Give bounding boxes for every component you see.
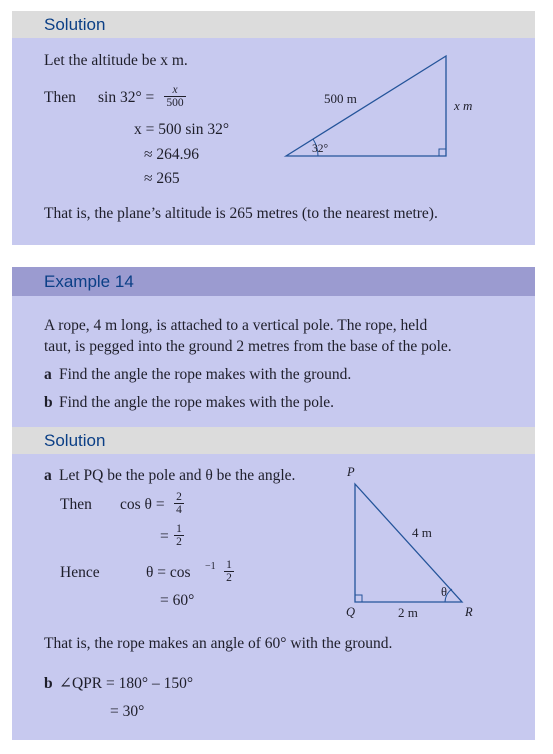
example14-part-a-text: Find the angle the rope makes with the ground. (59, 366, 352, 383)
solution2-heading: Solution (44, 431, 106, 450)
right-angle-marker (439, 149, 446, 156)
fraction-numerator: 1 (226, 559, 232, 571)
vertex-label-p: P (347, 465, 355, 479)
solution2-fraction-2-4 (172, 491, 186, 516)
solution2-result: = 60° (160, 592, 195, 609)
fraction-denominator: 500 (166, 97, 184, 109)
solution2-part-b-line1: ∠QPR = 180° – 150° (59, 675, 194, 692)
solution2-conclusion: That is, the rope makes an angle of 60° with the ground. (44, 635, 393, 652)
solution1-header (12, 11, 535, 38)
solution2-fraction-1-2 (172, 523, 186, 548)
hypotenuse-label: 500 m (324, 91, 357, 106)
example14-panel (12, 296, 535, 427)
example14-para-line2: taut, is pegged into the ground 2 metres from the base of the pole. (44, 338, 452, 355)
solution2-cos-lhs: cos θ = (120, 496, 165, 513)
solution1-line1: Let the altitude be x m. (44, 52, 188, 69)
solution2-panel (12, 454, 535, 740)
base-label: 2 m (398, 605, 418, 620)
vertex-label-q: Q (346, 605, 356, 619)
solution2-then: Then (60, 496, 92, 513)
solution2-inverse-superscript: −1 (205, 561, 216, 572)
solution1-triangle-diagram (282, 48, 502, 178)
fraction-numerator: 1 (176, 523, 182, 535)
solution2-theta-lhs: θ = cos (146, 564, 191, 581)
solution1-conclusion: That is, the plane’s altitude is 265 metres (to the nearest metre). (44, 205, 438, 222)
right-triangle (286, 56, 446, 156)
solution2-equals: = (160, 528, 169, 545)
fraction-numerator: 2 (176, 491, 182, 503)
example14-part-a-label: a (44, 366, 52, 383)
angle-label: 32° (312, 143, 329, 155)
fraction-numerator: x (172, 84, 178, 96)
solution2-part-b-line2: = 30° (110, 703, 145, 720)
solution1-panel (12, 38, 535, 245)
example14-para-line1: A rope, 4 m long, is attached to a vertical pole. The rope, held (44, 317, 428, 334)
solution2-header (12, 427, 535, 454)
solution1-step3: ≈ 264.96 (144, 146, 200, 163)
solution2-fraction-inverse (222, 559, 236, 584)
example14-header (12, 267, 535, 296)
solution2-part-a-label: a (44, 467, 52, 484)
example14-part-b-text: Find the angle the rope makes with the pole. (59, 394, 335, 411)
solution1-step2: x = 500 sin 32° (134, 121, 230, 138)
example14-part-b-label: b (44, 394, 53, 411)
vertex-label-r: R (465, 605, 473, 619)
solution1-heading: Solution (44, 15, 106, 34)
right-angle-marker (355, 595, 362, 602)
fraction-denominator: 2 (176, 536, 182, 548)
angle-theta-label: θ (441, 585, 447, 599)
solution2-triangle-diagram (342, 465, 492, 620)
solution2-part-a-intro: Let PQ be the pole and θ be the angle. (59, 467, 296, 484)
solution1-step4: ≈ 265 (144, 170, 180, 187)
fraction-denominator: 2 (226, 572, 232, 584)
solution1-sin-lhs: sin 32° = (98, 89, 155, 106)
solution1-fraction (162, 84, 188, 109)
fraction-denominator: 4 (176, 504, 182, 516)
solution2-part-b-label: b (44, 675, 53, 692)
solution1-then: Then (44, 89, 76, 106)
side-label: x m (454, 98, 473, 113)
hypotenuse-label: 4 m (412, 525, 432, 540)
solution2-hence: Hence (60, 564, 100, 581)
example14-heading: Example 14 (44, 272, 134, 291)
